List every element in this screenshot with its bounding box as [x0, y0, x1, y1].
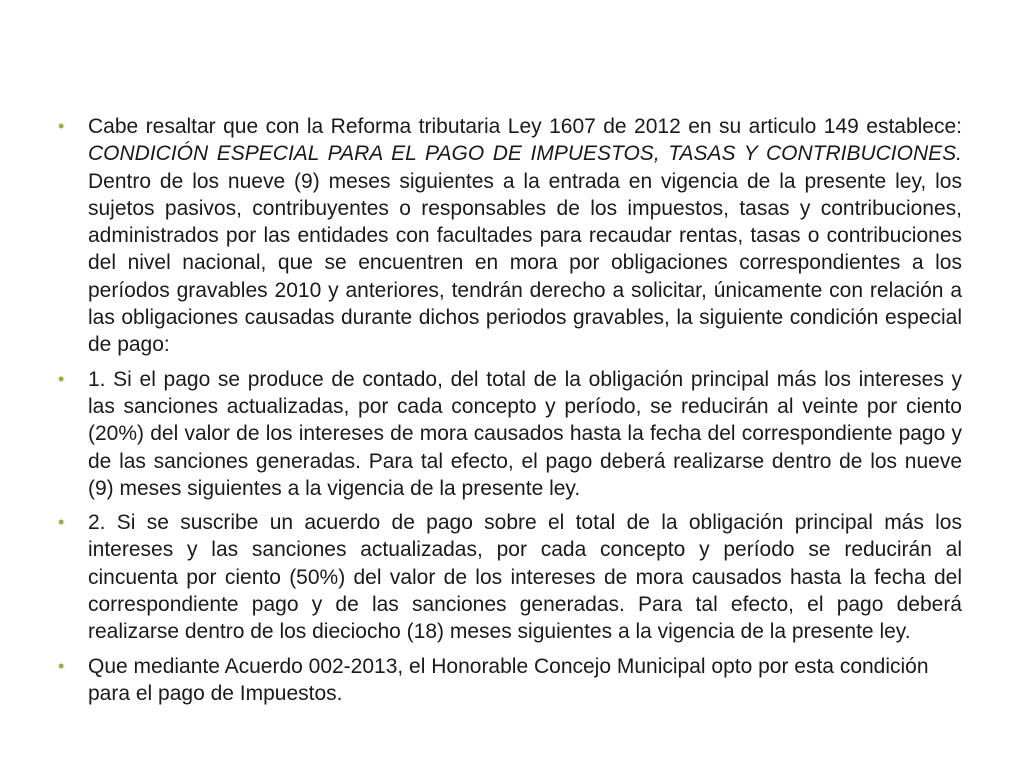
bullet-item-acuerdo — [58, 653, 962, 708]
bullet-marker-icon: • — [58, 116, 65, 136]
paragraph-condition-1: 1. Si el pago se produce de contado, del total de la obligación principal más los intereses y las sanciones actualizadas, por cada concepto y período, se reducirán al veinte por ciento (20%) del valor de los intereses de mora causados hasta la fecha del correspondiente pago y de las sanciones generadas. Para tal efecto, el pago deberá realizarse dentro de los nueve (9) meses siguientes a la vigencia de la presente ley. — [88, 367, 962, 500]
bullet-marker-icon: • — [58, 512, 65, 533]
paragraph-condition-2: 2. Si se suscribe un acuerdo de pago sobre el total de la obligación principal más los intereses y las sanciones actualizadas, por cada concepto y período se reducirán al cincuenta por ciento (50%) del valor de los intereses de mora causados hasta la fecha del correspondiente pago y de las sanciones generadas. Para tal efecto, el pago deberá realizarse dentro de los dieciocho (18) meses siguientes a la vigencia de la presente ley. — [88, 511, 962, 644]
bullet-list — [58, 113, 962, 714]
bullet-marker-icon: • — [58, 655, 65, 676]
paragraph-intro: Cabe resaltar que con la Reforma tributaria Ley 1607 de 2012 en su articulo 149 establece: — [88, 115, 962, 138]
bullet-item-condition-2 — [58, 509, 962, 645]
paragraph-body: Dentro de los nueve (9) meses siguientes a la entrada en vigencia de la presente ley, los sujetos pasivos, contribuyentes o responsables de los impuestos, tasas y contribuciones, administrados por las entidades con facultades para recaudar rentas, tasas o contribuciones del nivel nacional, que se encuentren en mora por obligaciones correspondientes a los períodos gravables 2010 y anteriores, tendrán derecho a solicitar, únicamente con relación a las obligaciones causadas durante dichos periodos gravables, la siguiente condición especial de pago: — [88, 169, 962, 357]
bullet-item-condition-1 — [58, 366, 962, 502]
bullet-marker-icon: • — [58, 368, 65, 389]
paragraph-emphasis: CONDICIÓN ESPECIAL PARA EL PAGO DE IMPUESTOS, TASAS Y CONTRIBUCIONES. — [88, 142, 962, 166]
paragraph-acuerdo: Que mediante Acuerdo 002-2013, el Honorable Concejo Municipal opto por esta condición para el pago de Impuestos. — [88, 654, 929, 705]
bullet-item-reforma — [58, 113, 962, 359]
